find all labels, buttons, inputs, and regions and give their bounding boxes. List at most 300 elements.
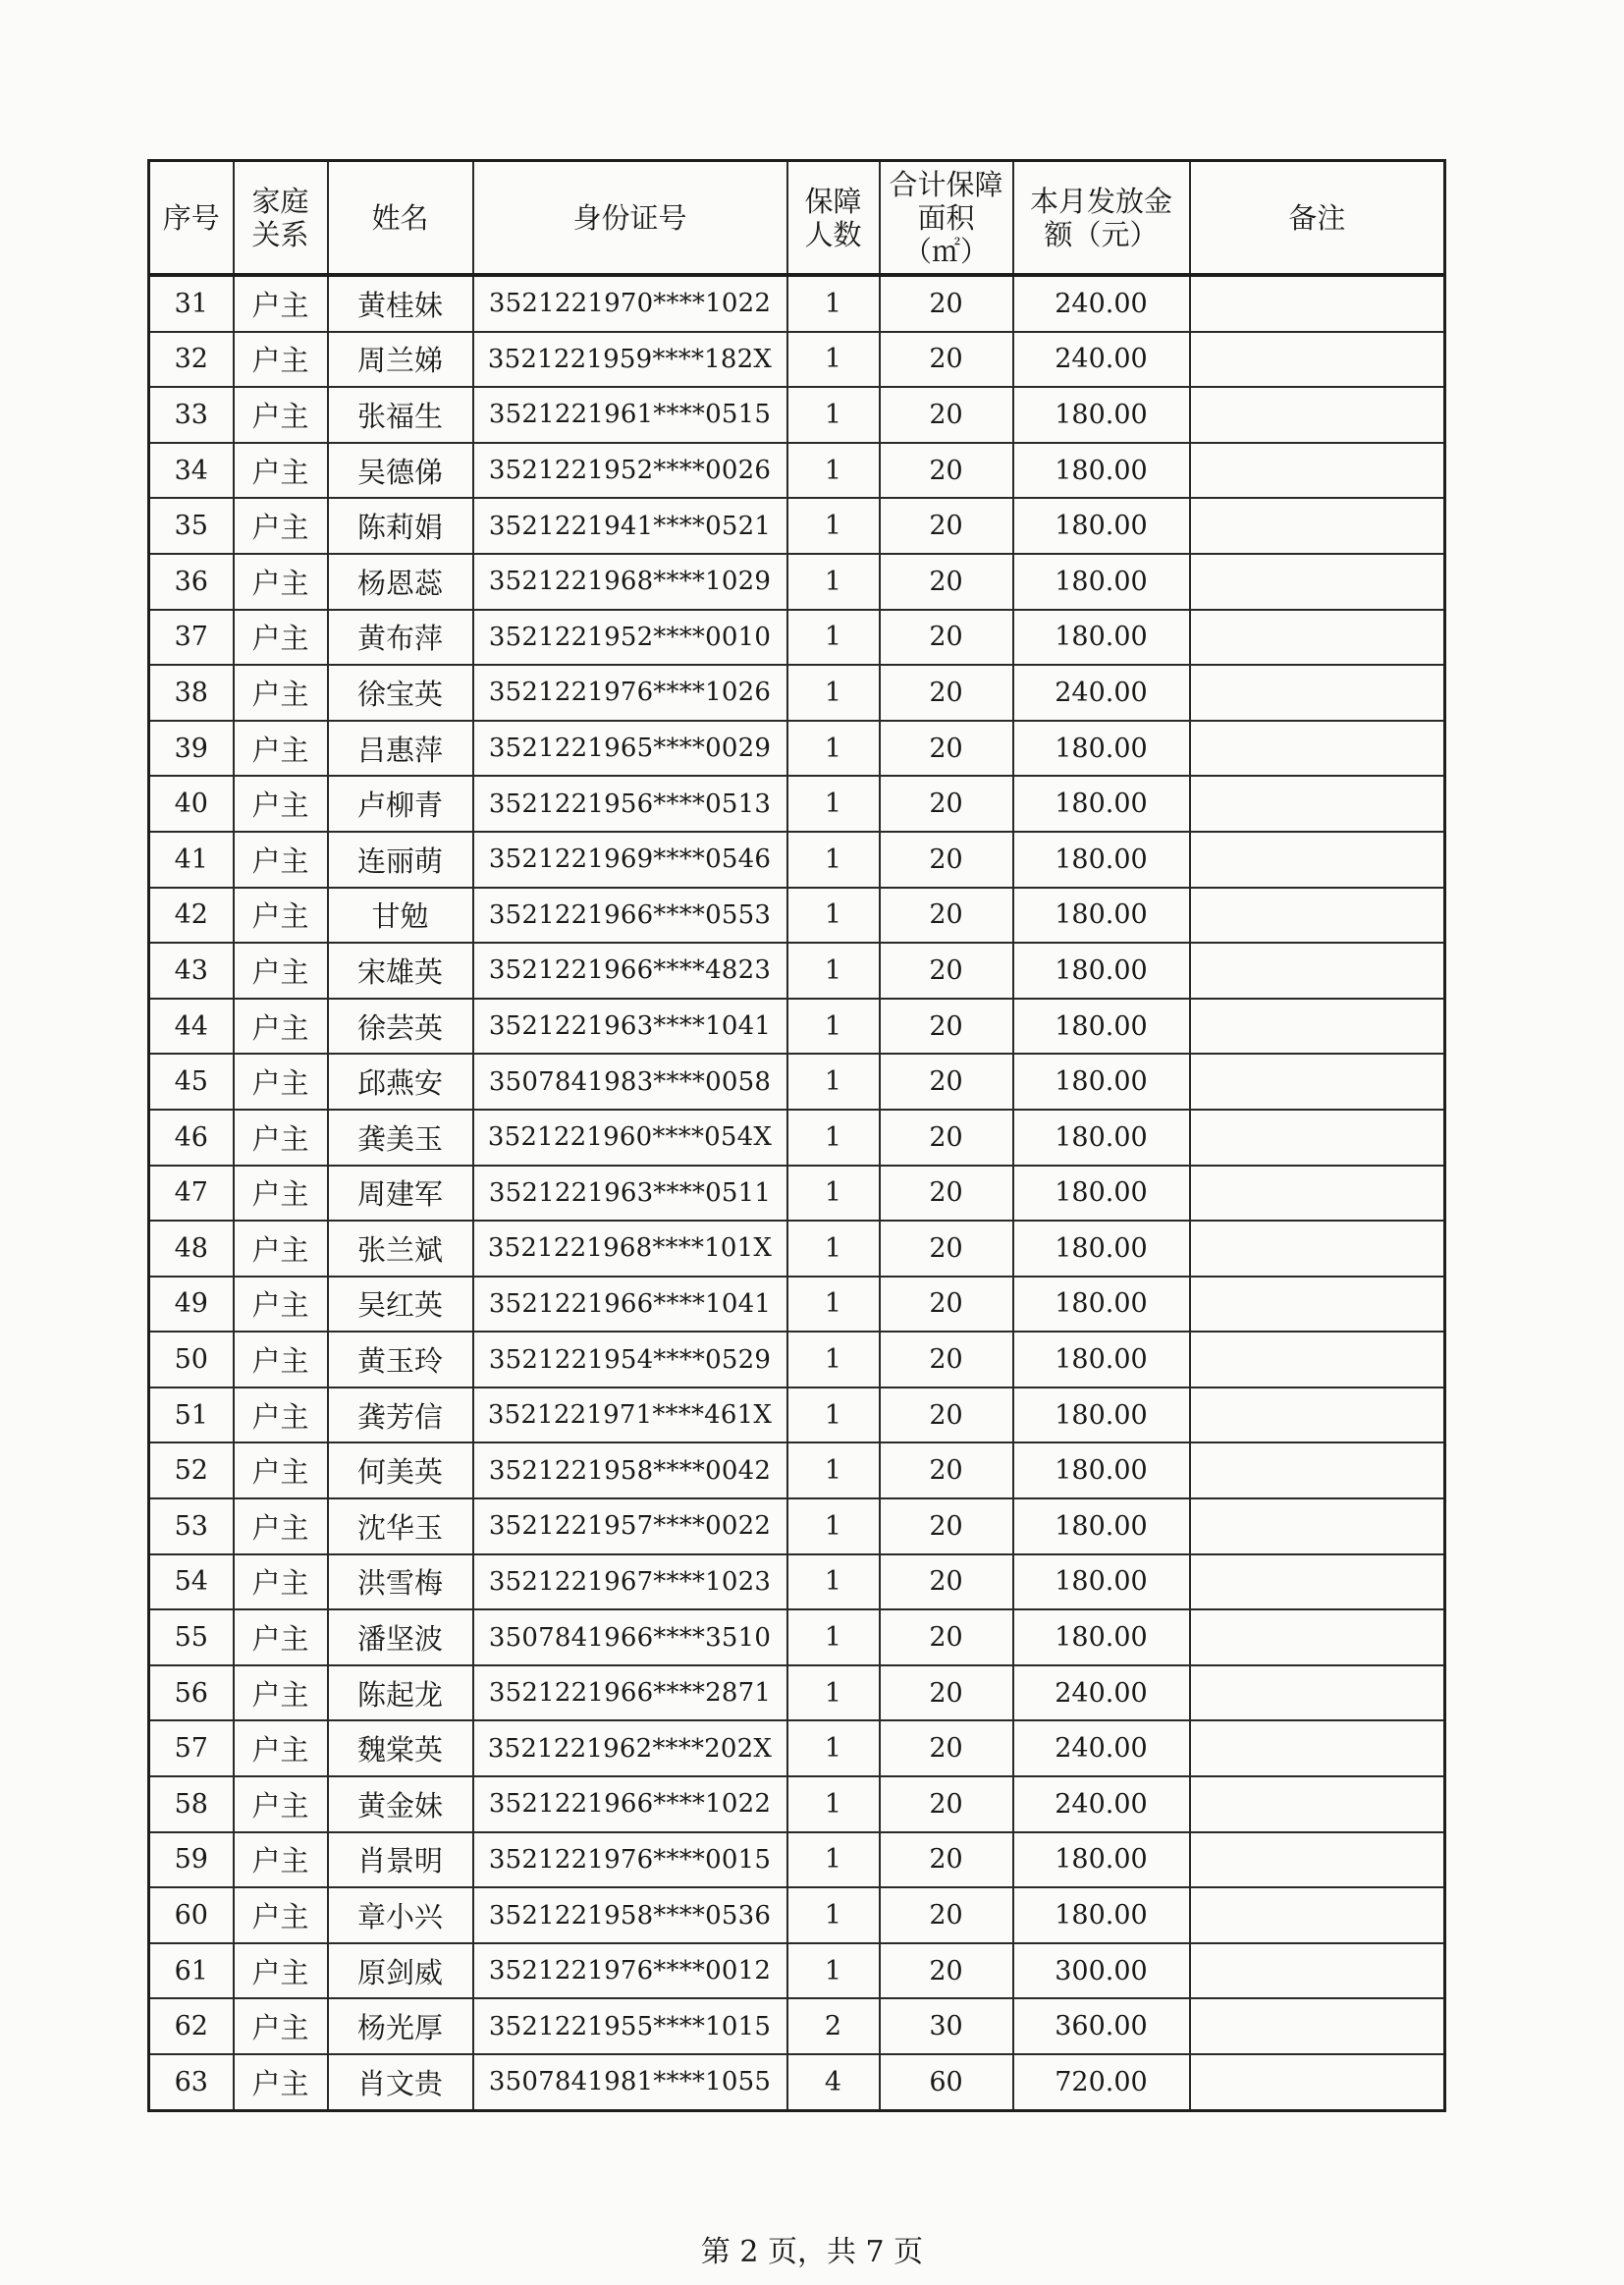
cell-name: 黄金妹	[328, 1776, 473, 1832]
cell-amount: 180.00	[1013, 888, 1190, 944]
cell-seq: 37	[149, 610, 234, 666]
cell-id-number: 3521221966****2871	[473, 1665, 787, 1721]
cell-id-number: 3521221958****0536	[473, 1887, 787, 1943]
cell-seq: 60	[149, 1887, 234, 1943]
cell-area: 20	[880, 1665, 1013, 1721]
cell-relation: 户主	[234, 1498, 328, 1554]
table-row	[149, 387, 1445, 443]
table-row	[149, 1609, 1445, 1665]
cell-name: 肖文贵	[328, 2054, 473, 2110]
cell-amount: 240.00	[1013, 1720, 1190, 1776]
cell-relation: 户主	[234, 1554, 328, 1610]
cell-amount: 180.00	[1013, 1277, 1190, 1333]
cell-amount: 720.00	[1013, 2054, 1190, 2110]
cell-remarks	[1190, 1887, 1445, 1943]
cell-remarks	[1190, 1665, 1445, 1721]
cell-area: 60	[880, 2054, 1013, 2110]
table-header	[149, 161, 1445, 276]
cell-persons: 2	[787, 1998, 880, 2054]
cell-area: 20	[880, 943, 1013, 999]
cell-persons: 1	[787, 332, 880, 388]
cell-amount: 180.00	[1013, 1554, 1190, 1610]
cell-area: 20	[880, 1832, 1013, 1888]
cell-persons: 1	[787, 1498, 880, 1554]
cell-name: 张兰斌	[328, 1221, 473, 1277]
cell-seq: 57	[149, 1720, 234, 1776]
cell-name: 龚美玉	[328, 1110, 473, 1166]
cell-remarks	[1190, 498, 1445, 554]
cell-seq: 36	[149, 554, 234, 610]
cell-relation: 户主	[234, 1832, 328, 1888]
table-row	[149, 1943, 1445, 1999]
header-area: 合计保障面积（㎡）	[880, 161, 1013, 276]
cell-name: 潘坚波	[328, 1609, 473, 1665]
cell-amount: 180.00	[1013, 1054, 1190, 1110]
cell-area: 20	[880, 665, 1013, 721]
table-row	[149, 888, 1445, 944]
table-row	[149, 943, 1445, 999]
cell-name: 吕惠萍	[328, 721, 473, 777]
cell-name: 原剑威	[328, 1943, 473, 1999]
cell-relation: 户主	[234, 999, 328, 1055]
cell-seq: 59	[149, 1832, 234, 1888]
cell-persons: 1	[787, 1609, 880, 1665]
cell-relation: 户主	[234, 1387, 328, 1443]
cell-remarks	[1190, 275, 1445, 332]
cell-seq: 46	[149, 1110, 234, 1166]
cell-area: 20	[880, 1387, 1013, 1443]
cell-name: 连丽萌	[328, 832, 473, 888]
cell-seq: 45	[149, 1054, 234, 1110]
cell-id-number: 3521221969****0546	[473, 832, 787, 888]
cell-id-number: 3521221971****461X	[473, 1387, 787, 1443]
cell-amount: 240.00	[1013, 1776, 1190, 1832]
cell-remarks	[1190, 943, 1445, 999]
cell-id-number: 3521221963****1041	[473, 999, 787, 1055]
cell-area: 20	[880, 1943, 1013, 1999]
cell-id-number: 3521221968****101X	[473, 1221, 787, 1277]
cell-area: 20	[880, 721, 1013, 777]
cell-area: 20	[880, 776, 1013, 832]
cell-amount: 300.00	[1013, 1943, 1190, 1999]
cell-persons: 1	[787, 721, 880, 777]
cell-name: 徐芸英	[328, 999, 473, 1055]
cell-seq: 47	[149, 1166, 234, 1222]
subsidy-table	[147, 159, 1446, 2112]
table-row	[149, 1554, 1445, 1610]
table-row	[149, 332, 1445, 388]
cell-id-number: 3521221970****1022	[473, 275, 787, 332]
cell-id-number: 3521221941****0521	[473, 498, 787, 554]
cell-id-number: 3521221962****202X	[473, 1720, 787, 1776]
cell-seq: 56	[149, 1665, 234, 1721]
cell-area: 20	[880, 1332, 1013, 1387]
cell-area: 20	[880, 332, 1013, 388]
cell-amount: 180.00	[1013, 1387, 1190, 1443]
cell-name: 陈莉娟	[328, 498, 473, 554]
cell-area: 20	[880, 1609, 1013, 1665]
cell-remarks	[1190, 1720, 1445, 1776]
cell-seq: 58	[149, 1776, 234, 1832]
cell-area: 20	[880, 1720, 1013, 1776]
cell-id-number: 3521221952****0010	[473, 610, 787, 666]
cell-amount: 180.00	[1013, 554, 1190, 610]
cell-persons: 1	[787, 665, 880, 721]
cell-area: 30	[880, 1998, 1013, 2054]
cell-relation: 户主	[234, 1887, 328, 1943]
cell-id-number: 3507841981****1055	[473, 2054, 787, 2110]
cell-persons: 1	[787, 776, 880, 832]
cell-remarks	[1190, 1221, 1445, 1277]
cell-name: 吴德俤	[328, 443, 473, 499]
cell-persons: 1	[787, 1387, 880, 1443]
cell-name: 周兰娣	[328, 332, 473, 388]
cell-amount: 180.00	[1013, 1887, 1190, 1943]
cell-remarks	[1190, 1498, 1445, 1554]
header-row	[149, 161, 1445, 276]
cell-persons: 1	[787, 1054, 880, 1110]
cell-persons: 1	[787, 1554, 880, 1610]
cell-relation: 户主	[234, 610, 328, 666]
cell-remarks	[1190, 387, 1445, 443]
cell-persons: 1	[787, 1166, 880, 1222]
cell-relation: 户主	[234, 665, 328, 721]
cell-relation: 户主	[234, 1110, 328, 1166]
cell-relation: 户主	[234, 1277, 328, 1333]
cell-id-number: 3521221957****0022	[473, 1498, 787, 1554]
cell-amount: 180.00	[1013, 1166, 1190, 1222]
cell-persons: 1	[787, 1221, 880, 1277]
cell-id-number: 3521221958****0042	[473, 1442, 787, 1498]
cell-seq: 34	[149, 443, 234, 499]
cell-name: 徐宝英	[328, 665, 473, 721]
cell-relation: 户主	[234, 554, 328, 610]
cell-remarks	[1190, 1442, 1445, 1498]
cell-seq: 43	[149, 943, 234, 999]
header-persons: 保障人数	[787, 161, 880, 276]
table-row	[149, 1665, 1445, 1721]
cell-seq: 31	[149, 275, 234, 332]
table-row	[149, 1221, 1445, 1277]
cell-area: 20	[880, 610, 1013, 666]
cell-relation: 户主	[234, 832, 328, 888]
cell-area: 20	[880, 832, 1013, 888]
cell-amount: 180.00	[1013, 943, 1190, 999]
cell-area: 20	[880, 1887, 1013, 1943]
cell-id-number: 3521221966****1041	[473, 1277, 787, 1333]
cell-area: 20	[880, 498, 1013, 554]
table-row	[149, 1387, 1445, 1443]
cell-remarks	[1190, 443, 1445, 499]
cell-persons: 1	[787, 1943, 880, 1999]
cell-remarks	[1190, 1332, 1445, 1387]
cell-amount: 360.00	[1013, 1998, 1190, 2054]
cell-area: 20	[880, 888, 1013, 944]
cell-name: 杨光厚	[328, 1998, 473, 2054]
table-row	[149, 1720, 1445, 1776]
table-row	[149, 1332, 1445, 1387]
table-row	[149, 1832, 1445, 1888]
cell-amount: 180.00	[1013, 721, 1190, 777]
cell-remarks	[1190, 1110, 1445, 1166]
table-row	[149, 1110, 1445, 1166]
cell-amount: 240.00	[1013, 665, 1190, 721]
subsidy-table-container	[147, 159, 1443, 2112]
cell-persons: 1	[787, 1277, 880, 1333]
table-row	[149, 275, 1445, 332]
cell-remarks	[1190, 610, 1445, 666]
cell-remarks	[1190, 888, 1445, 944]
cell-persons: 1	[787, 999, 880, 1055]
cell-name: 龚芳信	[328, 1387, 473, 1443]
cell-remarks	[1190, 1277, 1445, 1333]
cell-seq: 48	[149, 1221, 234, 1277]
cell-name: 杨恩蕊	[328, 554, 473, 610]
cell-seq: 32	[149, 332, 234, 388]
cell-remarks	[1190, 332, 1445, 388]
cell-id-number: 3521221976****0012	[473, 1943, 787, 1999]
cell-area: 20	[880, 999, 1013, 1055]
cell-seq: 33	[149, 387, 234, 443]
cell-name: 吴红英	[328, 1277, 473, 1333]
cell-name: 甘勉	[328, 888, 473, 944]
table-row	[149, 610, 1445, 666]
cell-name: 周建军	[328, 1166, 473, 1222]
cell-relation: 户主	[234, 1332, 328, 1387]
cell-id-number: 3521221966****0553	[473, 888, 787, 944]
cell-relation: 户主	[234, 888, 328, 944]
cell-name: 何美英	[328, 1442, 473, 1498]
table-row	[149, 1776, 1445, 1832]
table-row	[149, 443, 1445, 499]
cell-persons: 1	[787, 498, 880, 554]
cell-persons: 1	[787, 1776, 880, 1832]
table-row	[149, 1998, 1445, 2054]
cell-remarks	[1190, 1554, 1445, 1610]
cell-name: 黄玉玲	[328, 1332, 473, 1387]
header-id-number: 身份证号	[473, 161, 787, 276]
cell-area: 20	[880, 1221, 1013, 1277]
cell-persons: 1	[787, 1332, 880, 1387]
cell-relation: 户主	[234, 1720, 328, 1776]
cell-id-number: 3521221959****182X	[473, 332, 787, 388]
cell-area: 20	[880, 387, 1013, 443]
cell-seq: 54	[149, 1554, 234, 1610]
table-row	[149, 999, 1445, 1055]
cell-relation: 户主	[234, 1442, 328, 1498]
cell-persons: 1	[787, 832, 880, 888]
cell-seq: 52	[149, 1442, 234, 1498]
cell-name: 魏棠英	[328, 1720, 473, 1776]
page-number: 第 2 页，共 7 页	[700, 2235, 924, 2269]
cell-amount: 180.00	[1013, 1332, 1190, 1387]
cell-persons: 1	[787, 554, 880, 610]
cell-remarks	[1190, 1054, 1445, 1110]
cell-relation: 户主	[234, 498, 328, 554]
cell-remarks	[1190, 2054, 1445, 2110]
cell-amount: 180.00	[1013, 776, 1190, 832]
cell-relation: 户主	[234, 721, 328, 777]
cell-amount: 180.00	[1013, 443, 1190, 499]
cell-seq: 41	[149, 832, 234, 888]
cell-persons: 1	[787, 1887, 880, 1943]
cell-relation: 户主	[234, 943, 328, 999]
table-row	[149, 1166, 1445, 1222]
cell-remarks	[1190, 776, 1445, 832]
header-relation: 家庭关系	[234, 161, 328, 276]
cell-name: 宋雄英	[328, 943, 473, 999]
cell-relation: 户主	[234, 1943, 328, 1999]
cell-remarks	[1190, 1609, 1445, 1665]
cell-area: 20	[880, 1554, 1013, 1610]
cell-seq: 51	[149, 1387, 234, 1443]
cell-remarks	[1190, 1166, 1445, 1222]
cell-relation: 户主	[234, 1166, 328, 1222]
cell-id-number: 3521221961****0515	[473, 387, 787, 443]
cell-id-number: 3521221967****1023	[473, 1554, 787, 1610]
cell-name: 张福生	[328, 387, 473, 443]
cell-area: 20	[880, 1498, 1013, 1554]
cell-persons: 1	[787, 1442, 880, 1498]
cell-id-number: 3521221968****1029	[473, 554, 787, 610]
cell-amount: 180.00	[1013, 387, 1190, 443]
cell-remarks	[1190, 1776, 1445, 1832]
cell-persons: 1	[787, 1665, 880, 1721]
cell-relation: 户主	[234, 1054, 328, 1110]
cell-seq: 50	[149, 1332, 234, 1387]
table-row	[149, 554, 1445, 610]
cell-area: 20	[880, 1054, 1013, 1110]
cell-seq: 62	[149, 1998, 234, 2054]
cell-amount: 180.00	[1013, 1442, 1190, 1498]
cell-remarks	[1190, 665, 1445, 721]
cell-area: 20	[880, 1442, 1013, 1498]
header-remarks: 备注	[1190, 161, 1445, 276]
cell-amount: 180.00	[1013, 1832, 1190, 1888]
cell-name: 黄布萍	[328, 610, 473, 666]
table-row	[149, 1887, 1445, 1943]
cell-remarks	[1190, 1943, 1445, 1999]
cell-amount: 180.00	[1013, 498, 1190, 554]
cell-persons: 1	[787, 888, 880, 944]
cell-relation: 户主	[234, 443, 328, 499]
cell-amount: 180.00	[1013, 1110, 1190, 1166]
cell-name: 邱燕安	[328, 1054, 473, 1110]
cell-amount: 180.00	[1013, 610, 1190, 666]
cell-seq: 61	[149, 1943, 234, 1999]
header-seq: 序号	[149, 161, 234, 276]
cell-seq: 42	[149, 888, 234, 944]
cell-area: 20	[880, 1166, 1013, 1222]
cell-persons: 1	[787, 275, 880, 332]
cell-seq: 49	[149, 1277, 234, 1333]
cell-id-number: 3521221963****0511	[473, 1166, 787, 1222]
cell-persons: 1	[787, 1832, 880, 1888]
cell-persons: 1	[787, 610, 880, 666]
cell-remarks	[1190, 832, 1445, 888]
cell-persons: 1	[787, 1720, 880, 1776]
cell-remarks	[1190, 999, 1445, 1055]
cell-seq: 35	[149, 498, 234, 554]
cell-name: 陈起龙	[328, 1665, 473, 1721]
cell-name: 卢柳青	[328, 776, 473, 832]
cell-id-number: 3521221954****0529	[473, 1332, 787, 1387]
table-row	[149, 1442, 1445, 1498]
cell-seq: 39	[149, 721, 234, 777]
cell-persons: 1	[787, 387, 880, 443]
cell-amount: 180.00	[1013, 999, 1190, 1055]
cell-id-number: 3521221960****054X	[473, 1110, 787, 1166]
cell-id-number: 3521221966****1022	[473, 1776, 787, 1832]
cell-id-number: 3521221952****0026	[473, 443, 787, 499]
cell-relation: 户主	[234, 332, 328, 388]
cell-seq: 55	[149, 1609, 234, 1665]
table-row	[149, 2054, 1445, 2110]
cell-amount: 180.00	[1013, 1498, 1190, 1554]
cell-seq: 53	[149, 1498, 234, 1554]
table-row	[149, 832, 1445, 888]
cell-area: 20	[880, 1776, 1013, 1832]
cell-remarks	[1190, 1998, 1445, 2054]
cell-amount: 240.00	[1013, 1665, 1190, 1721]
cell-id-number: 3521221976****0015	[473, 1832, 787, 1888]
cell-relation: 户主	[234, 1609, 328, 1665]
cell-name: 章小兴	[328, 1887, 473, 1943]
cell-id-number: 3521221956****0513	[473, 776, 787, 832]
cell-name: 黄桂妹	[328, 275, 473, 332]
cell-area: 20	[880, 443, 1013, 499]
cell-relation: 户主	[234, 776, 328, 832]
cell-persons: 1	[787, 943, 880, 999]
cell-relation: 户主	[234, 1998, 328, 2054]
header-name: 姓名	[328, 161, 473, 276]
cell-seq: 63	[149, 2054, 234, 2110]
cell-relation: 户主	[234, 1776, 328, 1832]
cell-amount: 180.00	[1013, 1609, 1190, 1665]
cell-name: 洪雪梅	[328, 1554, 473, 1610]
table-row	[149, 1498, 1445, 1554]
cell-relation: 户主	[234, 1221, 328, 1277]
cell-persons: 1	[787, 1110, 880, 1166]
cell-area: 20	[880, 1277, 1013, 1333]
cell-id-number: 3521221955****1015	[473, 1998, 787, 2054]
table-row	[149, 1054, 1445, 1110]
cell-area: 20	[880, 554, 1013, 610]
cell-relation: 户主	[234, 387, 328, 443]
cell-relation: 户主	[234, 2054, 328, 2110]
cell-amount: 180.00	[1013, 832, 1190, 888]
table-row	[149, 665, 1445, 721]
cell-id-number: 3507841983****0058	[473, 1054, 787, 1110]
cell-amount: 240.00	[1013, 332, 1190, 388]
cell-name: 沈华玉	[328, 1498, 473, 1554]
cell-remarks	[1190, 1387, 1445, 1443]
cell-id-number: 3521221965****0029	[473, 721, 787, 777]
cell-seq: 40	[149, 776, 234, 832]
cell-id-number: 3521221976****1026	[473, 665, 787, 721]
cell-id-number: 3521221966****4823	[473, 943, 787, 999]
cell-persons: 4	[787, 2054, 880, 2110]
table-body	[149, 275, 1445, 2110]
table-row	[149, 1277, 1445, 1333]
cell-remarks	[1190, 554, 1445, 610]
cell-remarks	[1190, 1832, 1445, 1888]
cell-relation: 户主	[234, 1665, 328, 1721]
header-amount: 本月发放金额（元）	[1013, 161, 1190, 276]
cell-seq: 38	[149, 665, 234, 721]
cell-name: 肖景明	[328, 1832, 473, 1888]
cell-remarks	[1190, 721, 1445, 777]
